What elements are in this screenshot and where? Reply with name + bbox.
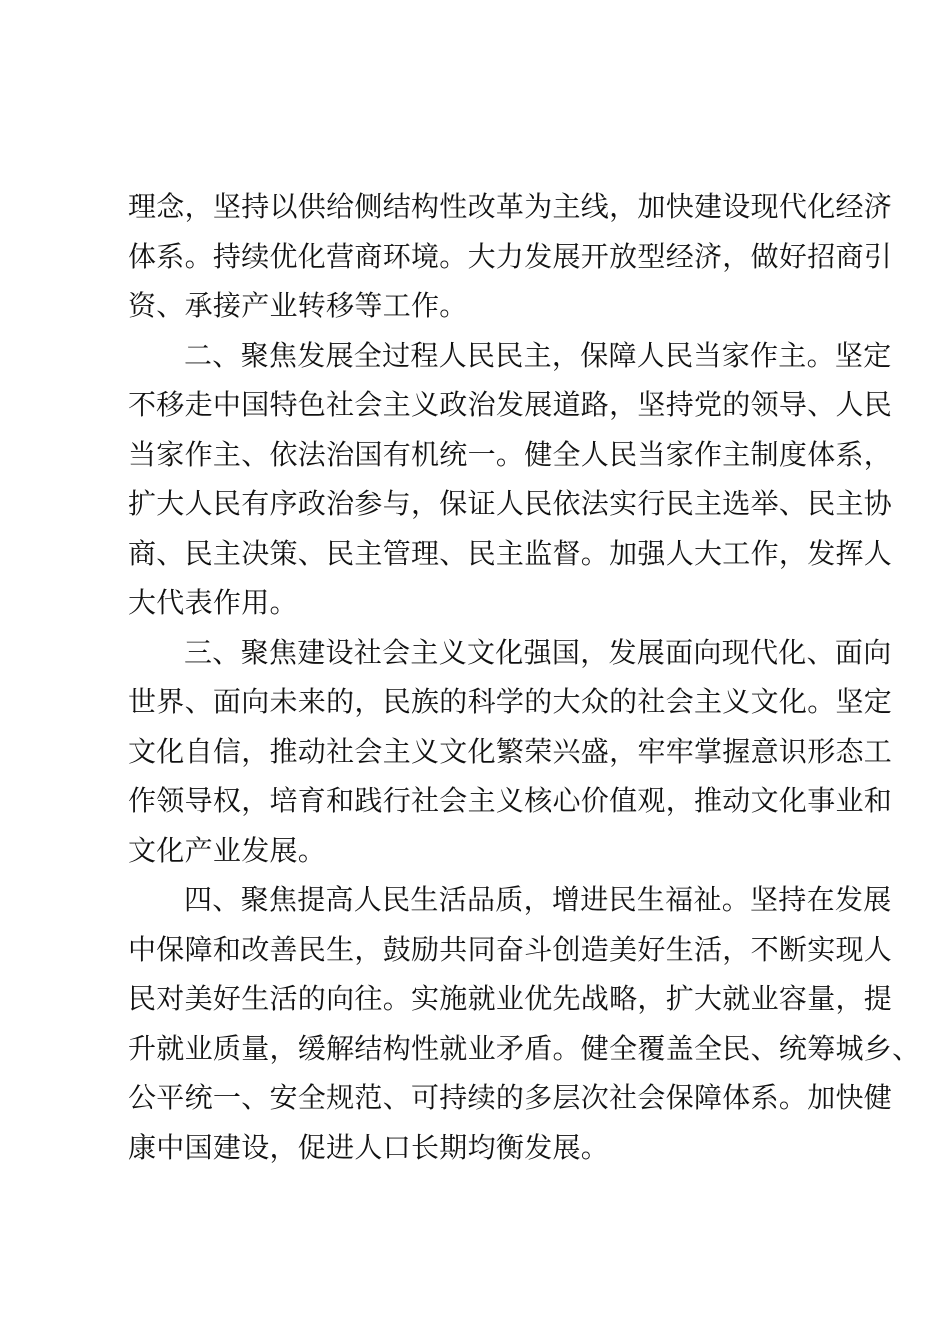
paragraph-line: 升就业质量，缓解结构性就业矛盾。健全覆盖全民、统筹城乡、	[128, 1031, 921, 1065]
document-body	[128, 182, 921, 1172]
paragraph-line: 资、承接产业转移等工作。	[128, 289, 468, 322]
paragraph-line: 商、民主决策、民主管理、民主监督。加强人大工作，发挥人	[128, 536, 893, 570]
paragraph-line: 大代表作用。	[128, 586, 298, 619]
paragraph-line: 康中国建设，促进人口长期均衡发展。	[128, 1130, 610, 1164]
paragraph-line: 民对美好生活的向往。实施就业优先战略，扩大就业容量，提	[128, 982, 893, 1015]
paragraph-line: 体系。持续优化营商环境。大力发展开放型经济，做好招商引	[128, 239, 893, 273]
paragraph-line: 四、聚焦提高人民生活品质，增进民生福祉。坚持在发展	[184, 883, 892, 916]
paragraph-3	[128, 628, 893, 876]
paragraph-line: 中保障和改善民生，鼓励共同奋斗创造美好生活，不断实现人	[128, 932, 893, 966]
paragraph-line: 不移走中国特色社会主义政治发展道路，坚持党的领导、人民	[128, 388, 893, 421]
paragraph-line: 公平统一、安全规范、可持续的多层次社会保障体系。加快健	[128, 1081, 893, 1114]
paragraph-line: 当家作主、依法治国有机统一。健全人民当家作主制度体系，	[128, 437, 893, 471]
paragraph-line: 世界、面向未来的，民族的科学的大众的社会主义文化。坚定	[128, 685, 893, 718]
paragraph-4	[128, 875, 921, 1172]
paragraph-2	[128, 331, 893, 628]
paragraph-line: 扩大人民有序政治参与，保证人民依法实行民主选举、民主协	[128, 487, 893, 520]
paragraph-line: 三、聚焦建设社会主义文化强国，发展面向现代化、面向	[184, 635, 892, 669]
paragraph-line: 文化自信，推动社会主义文化繁荣兴盛，牢牢掌握意识形态工	[128, 734, 893, 768]
paragraph-1	[128, 182, 893, 331]
paragraph-line: 理念，坚持以供给侧结构性改革为主线，加快建设现代化经济	[128, 190, 893, 223]
paragraph-line: 作领导权，培育和践行社会主义核心价值观，推动文化事业和	[128, 784, 893, 817]
paragraph-line: 文化产业发展。	[128, 833, 327, 867]
paragraph-line: 二、聚焦发展全过程人民民主，保障人民当家作主。坚定	[184, 338, 892, 372]
